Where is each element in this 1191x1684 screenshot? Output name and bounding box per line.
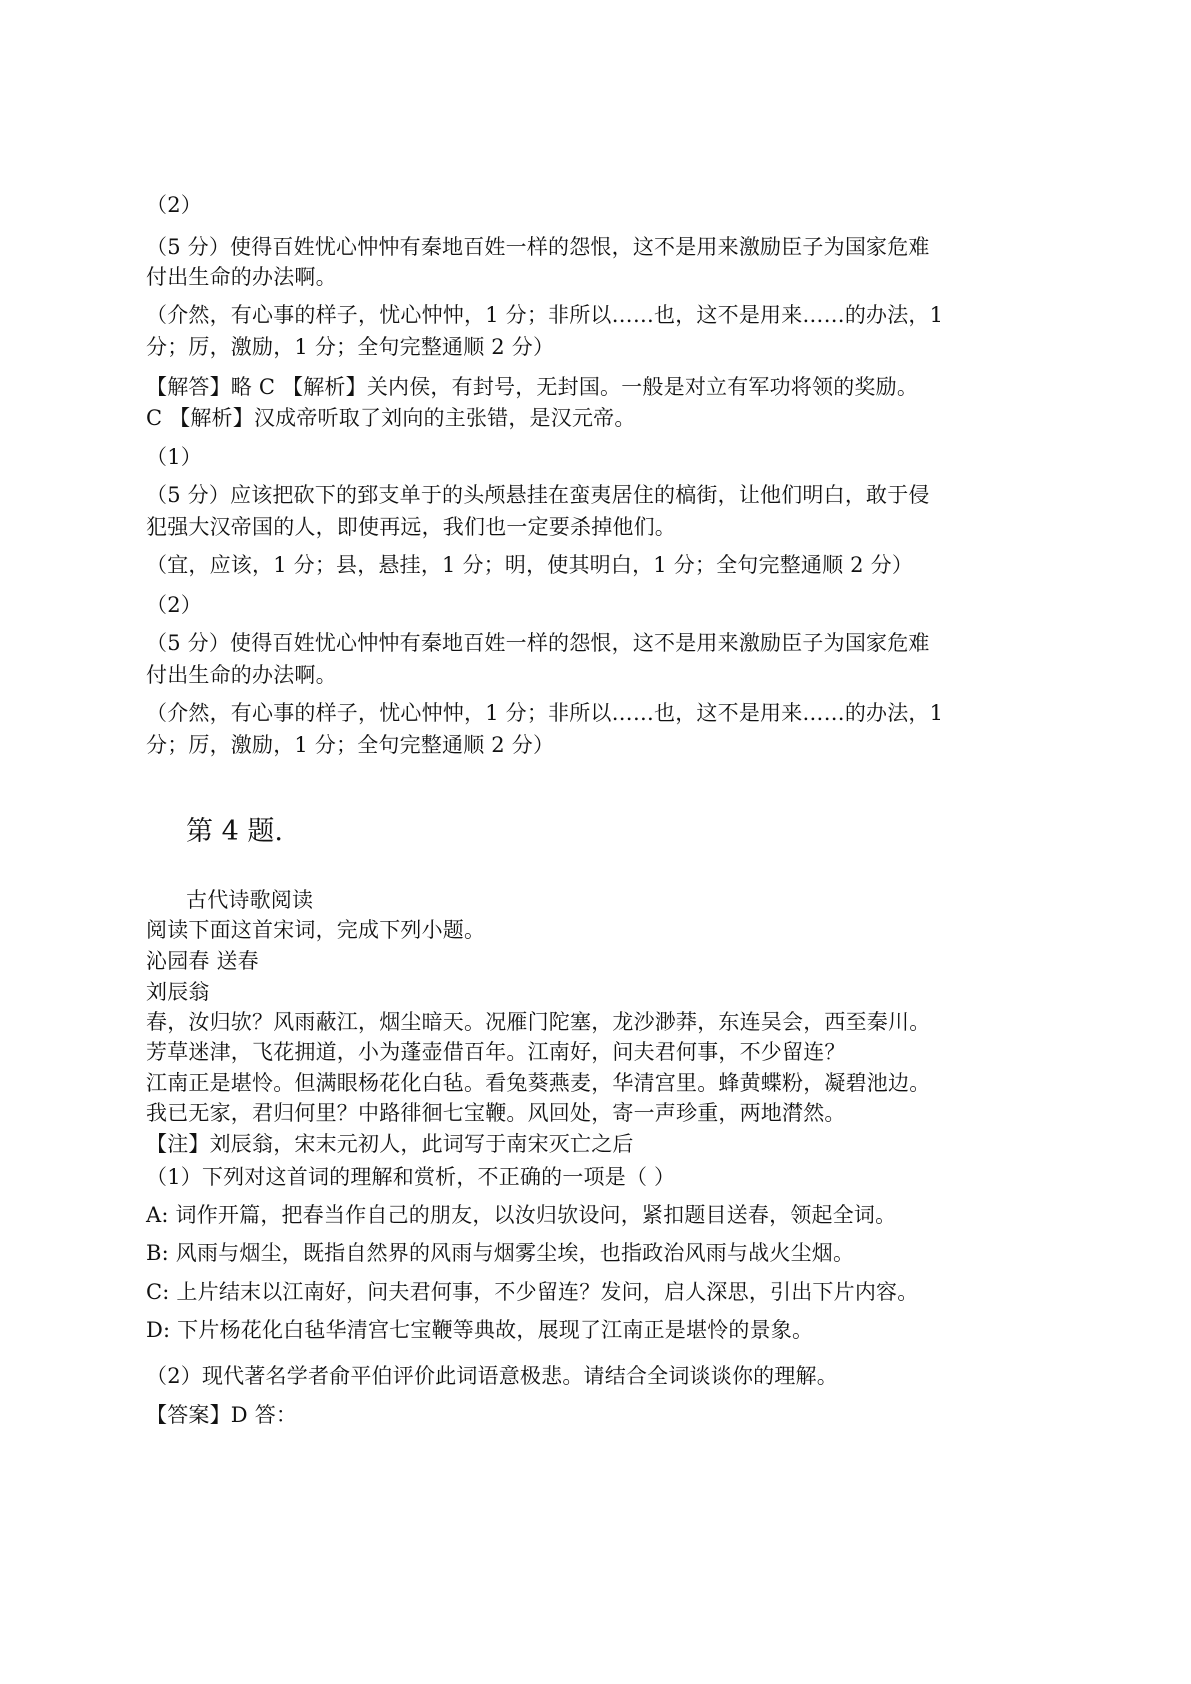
scoring-note: 分；厉，激励，1 分；全句完整通顺 2 分） (146, 733, 555, 757)
subquestion-prompt: （1）下列对这首词的理解和赏析，不正确的一项是（ ） (146, 1165, 676, 1189)
scoring-note: （介然，有心事的样子，忧心忡忡，1 分；非所以……也，这不是用来……的办法，1 (146, 303, 944, 327)
poem-line: 我已无家，君归何里？中路徘徊七宝鞭。风回处，寄一声珍重，两地潸然。 (146, 1101, 846, 1125)
poem-note: 【注】刘辰翁，宋末元初人，此词写于南宋灭亡之后 (146, 1132, 634, 1156)
answer-explanation: C 【解析】汉成帝听取了刘向的主张错，是汉元帝。 (146, 406, 636, 430)
subquestion-number: （2） (146, 593, 202, 617)
subquestion-prompt: （2）现代著名学者俞平伯评价此词语意极悲。请结合全词谈谈你的理解。 (146, 1364, 838, 1388)
question-instruction: 阅读下面这首宋词，完成下列小题。 (146, 918, 486, 942)
subquestion-number: （1） (146, 445, 202, 469)
option-b: B: 风雨与烟尘，既指自然界的风雨与烟雾尘埃，也指政治风雨与战火尘烟。 (146, 1241, 855, 1265)
poem-line: 春，汝归欤？风雨蔽江，烟尘暗天。况雁门陀塞，龙沙渺莽，东连吴会，西至秦川。 (146, 1010, 931, 1034)
option-c: C: 上片结末以江南好，问夫君何事，不少留连？发问，启人深思，引出下片内容。 (146, 1280, 919, 1304)
scoring-note: （介然，有心事的样子，忧心忡忡，1 分；非所以……也，这不是用来……的办法，1 (146, 701, 944, 725)
question-heading: 第 4 题. (186, 816, 283, 847)
poem-line: 江南正是堪怜。但满眼杨花化白毡。看兔葵燕麦，华清宫里。蜂黄蝶粉，凝碧池边。 (146, 1071, 931, 1095)
answer-explanation: 【解答】略 C 【解析】关内侯，有封号，无封国。一般是对立有军功将领的奖励。 (146, 375, 919, 399)
answer-line: 【答案】D 答： (146, 1403, 298, 1427)
option-d: D: 下片杨花化白毡华清宫七宝鞭等典故，展现了江南正是堪怜的景象。 (146, 1318, 814, 1342)
translation-text: 犯强大汉帝国的人，即使再远，我们也一定要杀掉他们。 (146, 515, 676, 539)
translation-text: （5 分）使得百姓忧心忡忡有秦地百姓一样的怨恨，这不是用来激励臣子为国家危难 (146, 235, 930, 259)
poem-line: 芳草迷津，飞花拥道，小为蓬壶借百年。江南好，问夫君何事，不少留连？ (146, 1040, 846, 1064)
poem-title: 沁园春 送春 (146, 949, 259, 973)
option-a: A: 词作开篇，把春当作自己的朋友，以汝归欤设问，紧扣题目送春，领起全词。 (146, 1203, 897, 1227)
poem-author: 刘辰翁 (146, 980, 210, 1004)
translation-text: （5 分）使得百姓忧心忡忡有秦地百姓一样的怨恨，这不是用来激励臣子为国家危难 (146, 631, 930, 655)
translation-text: 付出生命的办法啊。 (146, 663, 337, 687)
translation-text: 付出生命的办法啊。 (146, 265, 337, 289)
subquestion-number: （2） (146, 193, 202, 217)
scoring-note: 分；厉，激励，1 分；全句完整通顺 2 分） (146, 335, 555, 359)
question-category: 古代诗歌阅读 (186, 888, 314, 912)
translation-text: （5 分）应该把砍下的郅支单于的头颅悬挂在蛮夷居住的槁街，让他们明白，敢于侵 (146, 483, 930, 507)
scoring-note: （宜，应该，1 分；县，悬挂，1 分；明，使其明白，1 分；全句完整通顺 2 分） (146, 553, 914, 577)
